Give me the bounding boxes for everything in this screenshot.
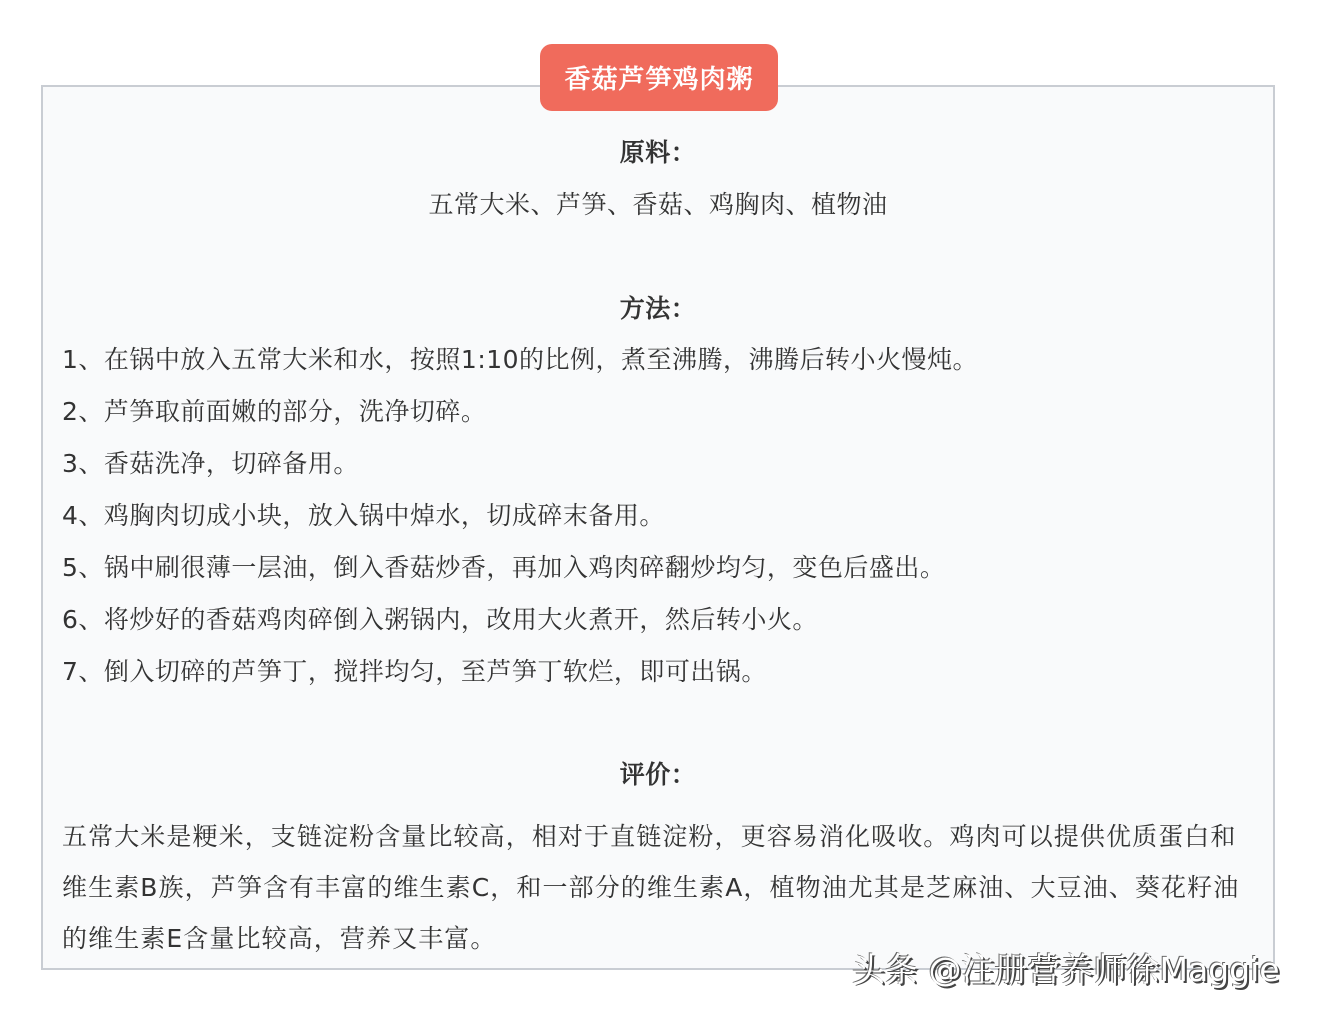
method-step: 2、芦笋取前面嫩的部分，洗净切碎。 — [62, 397, 487, 426]
ingredients-heading: 原料： — [619, 138, 697, 167]
method-step: 3、香菇洗净，切碎备用。 — [62, 449, 359, 478]
method-heading: 方法： — [619, 294, 697, 323]
ingredients-text: 五常大米、芦笋、香菇、鸡胸肉、植物油 — [428, 190, 888, 219]
evaluation-heading: 评价： — [619, 760, 697, 789]
recipe-title-badge: 香菇芦笋鸡肉粥 — [540, 44, 778, 111]
method-step: 1、在锅中放入五常大米和水，按照1:10的比例，煮至沸腾，沸腾后转小火慢炖。 — [62, 345, 979, 374]
method-step: 6、将炒好的香菇鸡肉碎倒入粥锅内，改用大火煮开，然后转小火。 — [62, 605, 818, 634]
method-step: 4、鸡胸肉切成小块，放入锅中焯水，切成碎末备用。 — [62, 501, 665, 530]
evaluation-text: 五常大米是粳米，支链淀粉含量比较高，相对于直链淀粉，更容易消化吸收。鸡肉可以提供优质蛋白和维生素B族，芦笋含有丰富的维生素C，和一部分的维生素A，植物油尤其是芝麻油、大豆油、葵花籽油的维生素E含量比较高，营养又丰富。 — [62, 822, 1240, 953]
method-step: 7、倒入切碎的芦笋丁，搅拌均匀，至芦笋丁软烂，即可出锅。 — [62, 657, 767, 686]
watermark: 头条 @注册营养师徐Maggie — [852, 950, 1280, 989]
method-step: 5、锅中刷很薄一层油，倒入香菇炒香，再加入鸡肉碎翻炒均匀，变色后盛出。 — [62, 553, 946, 582]
